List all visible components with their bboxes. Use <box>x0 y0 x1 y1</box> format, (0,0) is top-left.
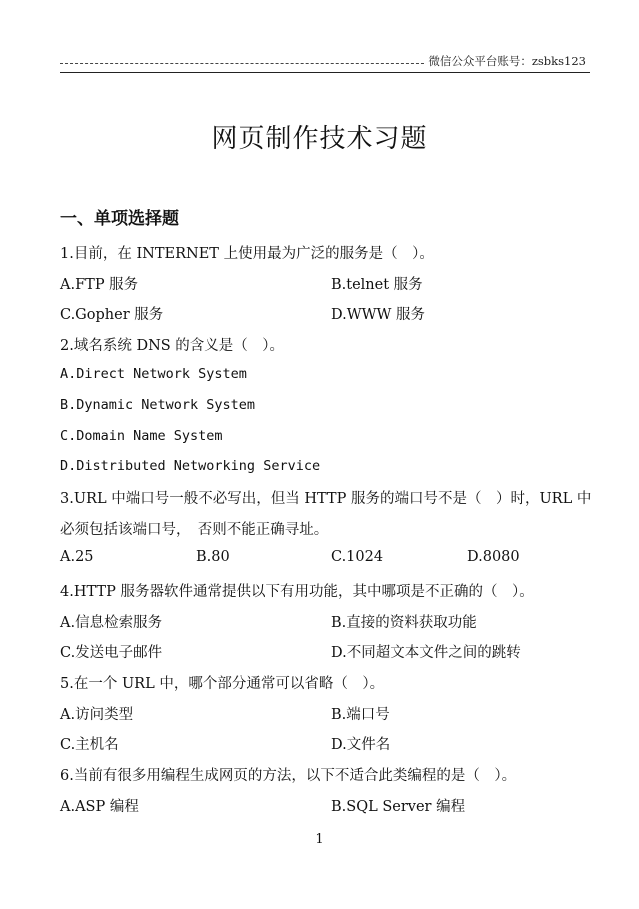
q5-option-a: A.访问类型 <box>60 707 134 723</box>
q3-option-c: C.1024 <box>331 549 384 565</box>
q3-option-a: A.25 <box>60 549 94 565</box>
question-4: 4.HTTP 服务器软件通常提供以下有用功能，其中哪项是不正确的（ ）。 <box>60 584 534 600</box>
q2-option-c: C.Domain Name System <box>60 428 223 444</box>
question-6: 6.当前有很多用编程生成网页的方法，以下不适合此类编程的是（ ）。 <box>60 768 517 784</box>
question-3-line-1: 3.URL 中端口号一般不必写出，但当 HTTP 服务的端口号不是（ ）时，URL 中 <box>60 491 592 507</box>
page-number: 1 <box>315 832 324 847</box>
q4-option-a: A.信息检索服务 <box>60 615 163 631</box>
q4-option-b: B.直接的资料获取功能 <box>331 615 477 631</box>
question-2: 2.域名系统 DNS 的含义是（ ）。 <box>60 338 285 354</box>
q5-option-c: C.主机名 <box>60 737 119 753</box>
q1-option-b: B.telnet 服务 <box>331 277 423 293</box>
header-dashed-rule <box>60 63 434 64</box>
q5-option-b: B.端口号 <box>331 707 390 723</box>
q2-option-a: A.Direct Network System <box>60 366 247 382</box>
question-3-line-2: 必须包括该端口号， 否则不能正确寻址。 <box>60 522 329 538</box>
q5-option-d: D.文件名 <box>331 737 391 753</box>
question-1: 1.目前，在 INTERNET 上使用最为广泛的服务是（ ）。 <box>60 246 434 262</box>
q2-option-b: B.Dynamic Network System <box>60 397 256 413</box>
q1-option-c: C.Gopher 服务 <box>60 307 164 323</box>
header-account-text: 微信公众平台账号：zsbks123 <box>428 54 586 68</box>
question-5: 5.在一个 URL 中，哪个部分通常可以省略（ ）。 <box>60 676 385 692</box>
q4-option-d: D.不同超文本文件之间的跳转 <box>331 645 521 661</box>
q3-option-b: B.80 <box>196 549 230 565</box>
q3-option-d: D.8080 <box>467 549 520 565</box>
page-header <box>60 52 590 73</box>
document-title: 网页制作技术习题 <box>211 124 428 154</box>
q2-option-d: D.Distributed Networking Service <box>60 458 321 474</box>
q6-option-b: B.SQL Server 编程 <box>331 799 466 815</box>
q4-option-c: C.发送电子邮件 <box>60 645 163 661</box>
q1-option-d: D.WWW 服务 <box>331 307 426 323</box>
section-heading: 一、单项选择题 <box>60 209 179 229</box>
q1-option-a: A.FTP 服务 <box>60 277 139 293</box>
q6-option-a: A.ASP 编程 <box>60 799 139 815</box>
